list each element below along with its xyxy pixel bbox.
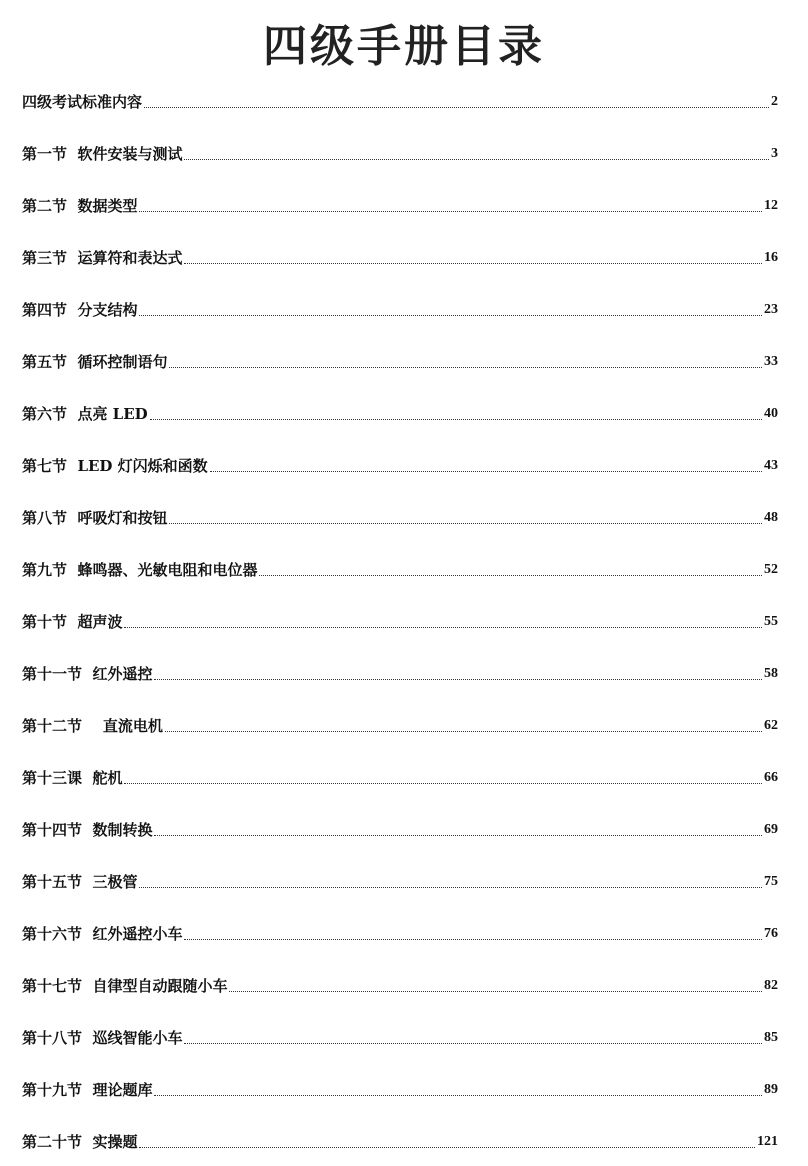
toc-entry-page: 43: [764, 458, 778, 473]
toc-entry[interactable]: [22, 498, 778, 528]
toc-entry[interactable]: [22, 186, 778, 216]
dot-leader: [154, 834, 762, 836]
toc-entry[interactable]: [22, 706, 778, 736]
toc-entry-label: 第九节 蜂鸣器、光敏电阻和电位器: [22, 561, 258, 579]
toc-entry-page: 121: [757, 1134, 778, 1149]
dot-leader: [124, 782, 762, 784]
toc-entry[interactable]: [22, 1018, 778, 1048]
toc-entry-label: 第十一节 红外遥控: [22, 665, 153, 683]
toc-entry-page: 23: [764, 302, 778, 317]
toc-entry[interactable]: [22, 290, 778, 320]
toc-entry-label: 第十二节 直流电机: [22, 717, 163, 735]
toc-entry[interactable]: [22, 810, 778, 840]
toc-entry-page: 66: [764, 770, 778, 785]
toc-entry-page: 2: [771, 94, 778, 109]
toc-entry[interactable]: [22, 914, 778, 944]
dot-leader: [184, 1042, 762, 1044]
toc-entry-label: 第七节 LED 灯闪烁和函数: [22, 457, 208, 475]
dot-leader: [229, 990, 762, 992]
toc-entry[interactable]: [22, 758, 778, 788]
toc-entry-label: 第三节 运算符和表达式: [22, 249, 183, 267]
toc-entry-label: 第十六节 红外遥控小车: [22, 925, 183, 943]
toc-entry[interactable]: [22, 1122, 778, 1152]
dot-leader: [210, 470, 762, 472]
toc-entry-label: 第八节 呼吸灯和按钮: [22, 509, 168, 527]
toc-entry-label: 第十七节 自律型自动跟随小车: [22, 977, 228, 995]
toc-entry[interactable]: [22, 1070, 778, 1100]
dot-leader: [154, 1094, 762, 1096]
toc-entry-label: 第五节 循环控制语句: [22, 353, 168, 371]
dot-leader: [150, 418, 762, 420]
toc-entry-page: 40: [764, 406, 778, 421]
toc-entry-page: 82: [764, 978, 778, 993]
toc-entry-label: 第六节 点亮 LED: [22, 405, 148, 423]
toc-entry[interactable]: [22, 342, 778, 372]
toc-entry-page: 62: [764, 718, 778, 733]
dot-leader: [259, 574, 762, 576]
toc-entry[interactable]: [22, 602, 778, 632]
toc-entry-label: 第二节 数据类型: [22, 197, 138, 215]
toc-entry[interactable]: [22, 966, 778, 996]
dot-leader: [139, 210, 762, 212]
toc-entry-page: 16: [764, 250, 778, 265]
toc-entry-label: 第二十节 实操题: [22, 1133, 138, 1151]
dot-leader: [169, 522, 762, 524]
toc-entry[interactable]: [22, 134, 778, 164]
toc-entry-label: 第四节 分支结构: [22, 301, 138, 319]
toc-entry[interactable]: [22, 862, 778, 892]
dot-leader: [169, 366, 762, 368]
toc-entry[interactable]: [22, 82, 778, 112]
toc-entry-page: 85: [764, 1030, 778, 1045]
dot-leader: [139, 314, 762, 316]
toc-entry-page: 52: [764, 562, 778, 577]
toc-entry[interactable]: [22, 550, 778, 580]
dot-leader: [154, 678, 762, 680]
toc-entry-page: 48: [764, 510, 778, 525]
dot-leader: [124, 626, 762, 628]
dot-leader: [139, 886, 762, 888]
dot-leader: [144, 106, 769, 108]
toc-entry[interactable]: [22, 654, 778, 684]
dot-leader: [184, 938, 762, 940]
page-title: 四级手册目录: [263, 21, 545, 72]
toc-entry-page: 12: [764, 198, 778, 213]
toc-entry-label: 第十四节 数制转换: [22, 821, 153, 839]
toc-entry[interactable]: [22, 446, 778, 476]
toc-entry-label: 第十九节 理论题库: [22, 1081, 153, 1099]
dot-leader: [184, 158, 769, 160]
toc-entry[interactable]: [22, 238, 778, 268]
dot-leader: [165, 730, 762, 732]
toc-entry-page: 76: [764, 926, 778, 941]
toc-entry-page: 55: [764, 614, 778, 629]
dot-leader: [184, 262, 762, 264]
toc-entry-label: 第一节 软件安装与测试: [22, 145, 183, 163]
toc-entry-page: 89: [764, 1082, 778, 1097]
toc-entry-page: 69: [764, 822, 778, 837]
dot-leader: [139, 1146, 755, 1148]
toc-entry-label: 第十三课 舵机: [22, 769, 123, 787]
toc-entry-page: 75: [764, 874, 778, 889]
toc-entry-label: 第十五节 三极管: [22, 873, 138, 891]
toc-entry-label: 第十节 超声波: [22, 613, 123, 631]
toc-entry-label: 四级考试标准内容: [22, 93, 143, 111]
toc-entry-page: 58: [764, 666, 778, 681]
toc-entry-label: 第十八节 巡线智能小车: [22, 1029, 183, 1047]
toc-entry-page: 33: [764, 354, 778, 369]
toc-entry[interactable]: [22, 394, 778, 424]
toc-entry-page: 3: [771, 146, 778, 161]
